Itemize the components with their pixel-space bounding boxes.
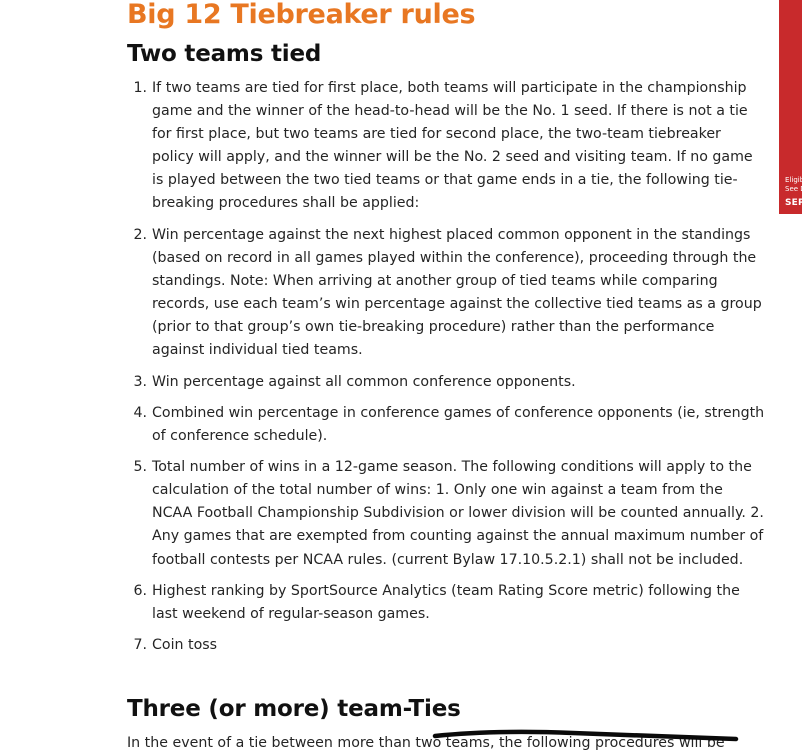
rule-item	[127, 224, 767, 363]
ad-text-line-1: Eligib	[785, 176, 805, 184]
rule-number: 4.	[133, 404, 147, 421]
rule-text: Total number of wins in a 12-game season. The following conditions will apply to the calculation of the total number of wins: 1. Only one win against a team from the NCAA Football Championship Subdivision or lower division will be counted annually. 2. Any games that are exempted from counting against the annual maximum number of football contests per NCAA rules. (current Bylaw 17.10.5.2.1) shall not be included.	[152, 459, 764, 568]
pen-scribble-mark	[433, 728, 738, 744]
rule-text: Win percentage against the next highest placed common opponent in the standings (based on record in all games played within the conference), proceeding through the standings. Note: When arriving at another group of tied teams while comparing records, use each team’s win percentage against the collective tied teams as a group (prior to that group’s own tie-breaking procedure) rather than the performance against individual tied teams.	[152, 226, 762, 359]
rule-item	[127, 580, 767, 626]
rule-item	[127, 402, 767, 448]
rule-text: If two teams are tied for first place, both teams will participate in the championship game and the winner of the head-to-head will be the No. 1 seed. If there is not a tie for first place, but two teams are tied for second place, the two-team tiebreaker policy will apply, and the winner will be the No. 2 seed and visiting team. If no game is played between the two tied teams or that game ends in a tie, the following tie-breaking procedures shall be applied:	[152, 80, 753, 212]
rule-number: 2.	[133, 226, 147, 243]
section-title-two-teams: Two teams tied	[127, 41, 322, 67]
rule-number: 1.	[133, 80, 147, 96]
rule-number: 3.	[133, 373, 147, 390]
rule-item	[127, 456, 767, 571]
rule-item	[127, 634, 767, 657]
three-team-intro-paragraph: In the event of a tie between more than two teams, the following procedures will be	[127, 735, 725, 751]
sidebar-ad-banner[interactable]	[779, 0, 811, 214]
rule-number: 7.	[133, 637, 147, 654]
rule-text: Win percentage against all common conference opponents.	[152, 373, 576, 390]
rule-item	[127, 371, 767, 394]
rule-text: Coin toss	[152, 637, 218, 654]
page-title: Big 12 Tiebreaker rules	[127, 0, 476, 30]
rule-number: 6.	[133, 582, 147, 599]
rule-text: Combined win percentage in conference games of conference opponents (ie, strength of conference schedule).	[152, 404, 765, 444]
section-title-three-teams: Three (or more) team-Ties	[127, 696, 461, 722]
ad-text-line-3: SEPT	[785, 198, 811, 208]
rule-number: 5.	[133, 459, 147, 476]
ad-text-line-2: See D	[785, 185, 806, 193]
rule-item	[127, 77, 767, 216]
two-team-rules-list	[127, 77, 767, 665]
rule-text: Highest ranking by SportSource Analytics (team Rating Score metric) following the last weekend of regular-season games.	[152, 582, 740, 622]
